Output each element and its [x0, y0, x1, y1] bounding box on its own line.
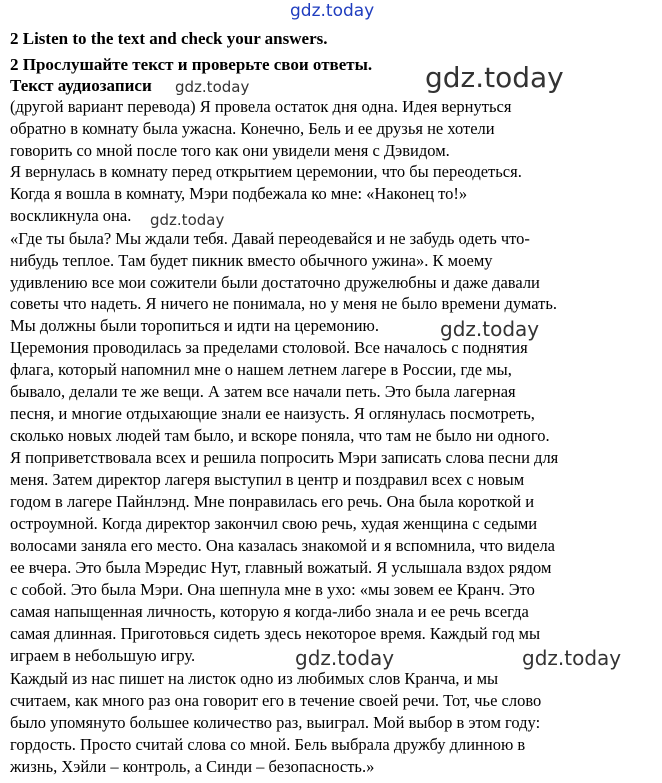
text-line: советы что надеть. Я ничего не понимала, но у меня не было времени думать.	[10, 294, 557, 313]
text-line: бывало, делали те же вещи. А затем все начали петь. Это была лагерная	[10, 382, 516, 401]
watermark-medium: gdz.today	[295, 646, 395, 670]
text-line: с собой. Это была Мэри. Она шепнула мне в ухо: «мы зовем ее Кранч. Это	[10, 580, 535, 599]
text-line: обратно в комнату была ужасна. Конечно, Бель и ее друзья не хотели	[10, 119, 495, 138]
watermark-small: gdz.today	[175, 78, 250, 96]
text-line: Я поприветствовала всех и решила попросить Мэри записать слова песни для	[10, 448, 559, 467]
text-line: ее вчера. Это была Мэредис Нут, главный вожатый. Я услышала вздох рядом	[10, 558, 552, 577]
task-heading-en: 2 Listen to the text and check your answers.	[10, 29, 328, 48]
text-line: воскликнула она.	[10, 206, 132, 225]
text-line: Я вернулась в комнату перед открытием церемонии, что бы переодеться.	[10, 162, 522, 181]
text-line: гордость. Просто считай слова со мной. Бель выбрала дружбу длинною в	[10, 735, 526, 754]
text-line: меня. Затем директор лагеря выступил в центр и поздравил всех с новым	[10, 470, 525, 489]
text-line: жизнь, Хэйли – контроль, а Синди – безопасность.»	[10, 757, 375, 776]
text-line: Когда я вошла в комнату, Мэри подбежала ко мне: «Наконец то!»	[10, 184, 468, 203]
text-line: было упомянуто большее количество раз, выиграл. Мой выбор в этом году:	[10, 713, 541, 732]
section-heading: Текст аудиозаписи	[10, 76, 152, 95]
task-heading-ru: 2 Прослушайте текст и проверьте свои ответы.	[10, 55, 373, 74]
text-line: флага, который напомнил мне о нашем летнем лагере в России, где мы,	[10, 360, 512, 379]
text-line: Каждый из нас пишет на листок одно из любимых слов Кранча, и мы	[10, 669, 499, 688]
text-line: нибудь теплое. Там будет пикник вместо обычного ужина». К моему	[10, 251, 493, 270]
watermark-top: gdz.today	[290, 1, 375, 21]
text-line: сколько новых людей там было, и вскоре поняла, что там не было ни одного.	[10, 426, 550, 445]
text-line: волосами заняла его место. Она казалась знакомой и я вспомнила, что видела	[10, 536, 555, 555]
text-line: Церемония проводилась за пределами столовой. Все началось с поднятия	[10, 338, 528, 357]
watermark-large: gdz.today	[425, 61, 564, 94]
watermark-small: gdz.today	[150, 211, 225, 229]
text-line: говорить со мной после того как они увидели меня с Дэвидом.	[10, 141, 450, 160]
text-line: годом в лагере Пайнлэнд. Мне понравилась его речь. Она была короткой и	[10, 492, 535, 511]
watermark-medium: gdz.today	[522, 646, 622, 670]
text-line: играем в небольшую игру.	[10, 646, 196, 665]
text-line: считаем, как много раз она говорит его в течение своей речи. Тот, чье слово	[10, 691, 542, 710]
watermark-medium: gdz.today	[440, 317, 540, 341]
text-line: (другой вариант перевода) Я провела остаток дня одна. Идея вернуться	[10, 97, 512, 116]
text-line: удивлению все мои сожители были достаточно дружелюбны и даже давали	[10, 273, 540, 292]
text-line: самая напыщенная личность, которую я когда-либо знала и ее речь всегда	[10, 602, 529, 621]
text-line: остроумной. Когда директор закончил свою речь, худая женщина с седыми	[10, 514, 538, 533]
text-line: Мы должны были торопиться и идти на церемонию.	[10, 316, 379, 335]
text-line: самая длинная. Приготовься сидеть здесь некоторое время. Каждый год мы	[10, 624, 541, 643]
text-line: песня, и многие отдыхающие знали ее наизусть. Я оглянулась посмотреть,	[10, 404, 535, 423]
text-line: «Где ты была? Мы ждали тебя. Давай переодевайся и не забудь одеть что-	[10, 229, 530, 248]
